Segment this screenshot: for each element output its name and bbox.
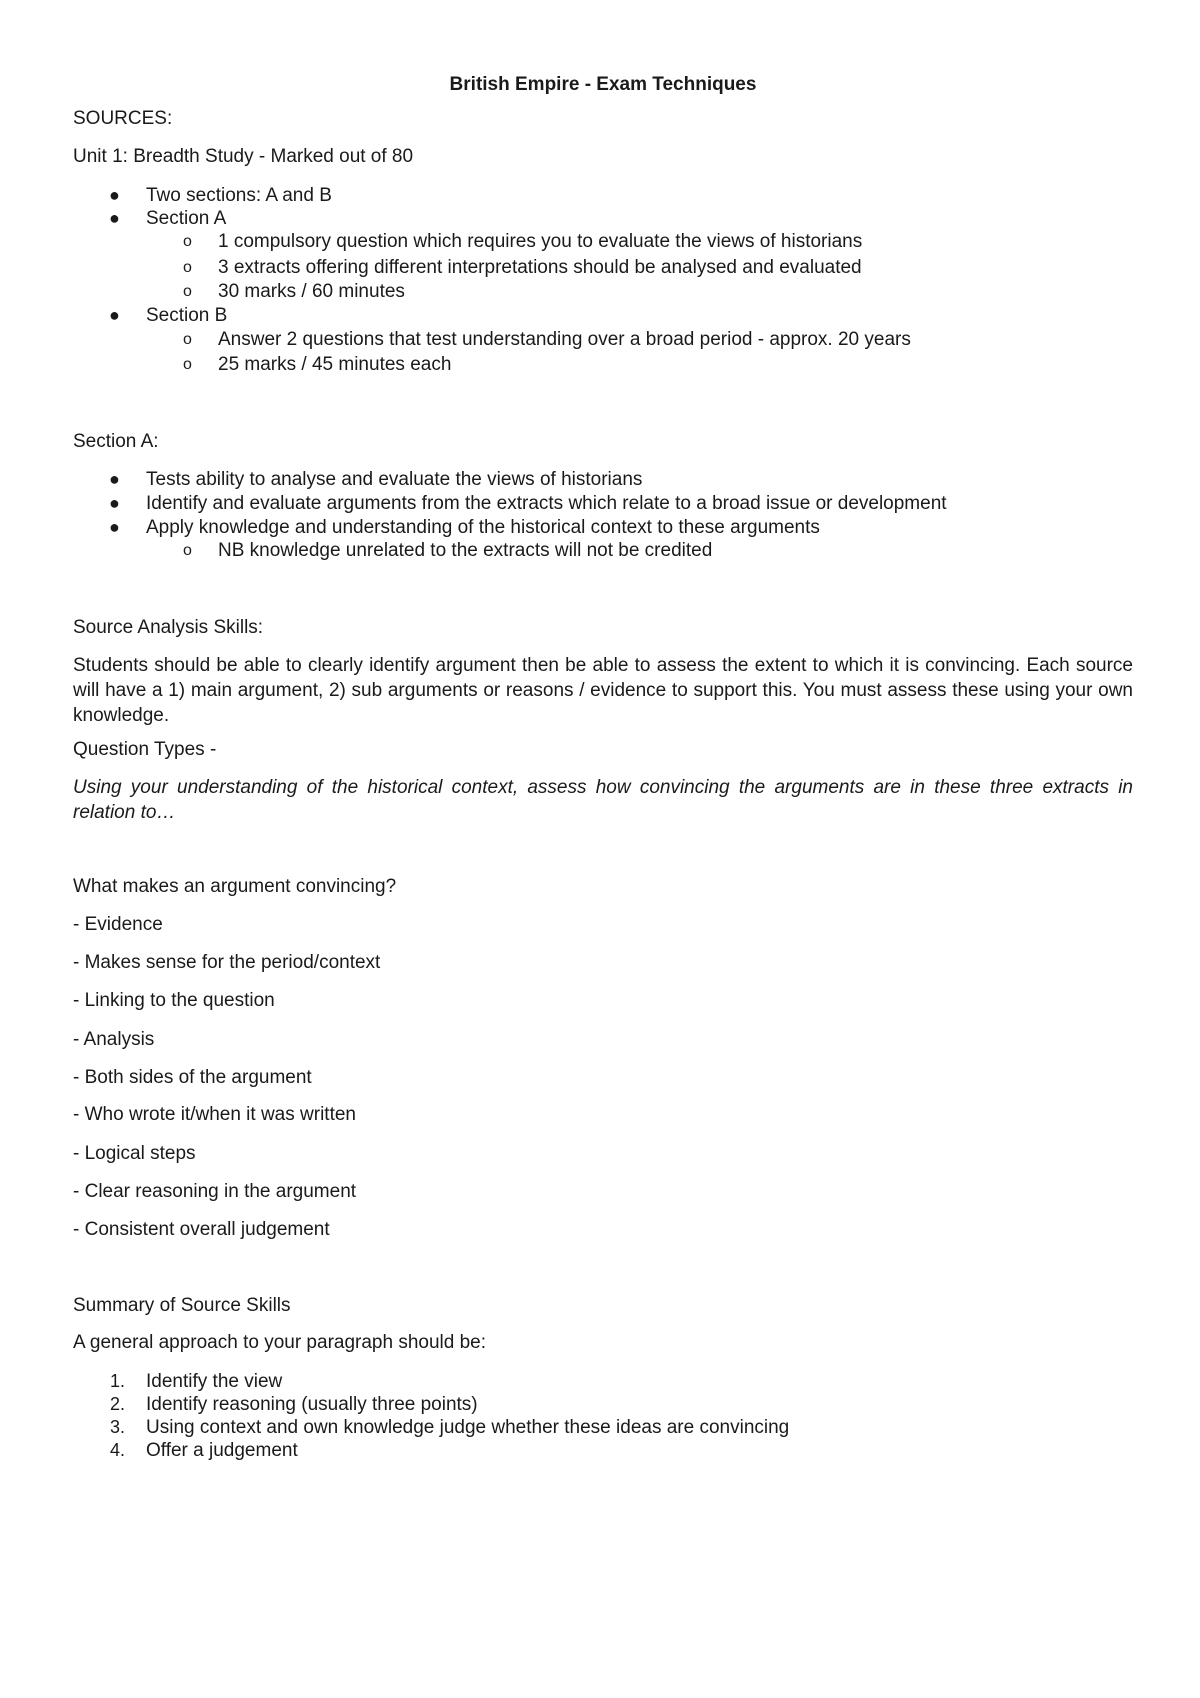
list-item: - Who wrote it/when it was written xyxy=(73,1104,356,1125)
list-item: - Linking to the question xyxy=(73,990,275,1011)
list-item: - Both sides of the argument xyxy=(73,1067,312,1088)
bullet-icon: ● xyxy=(109,493,120,513)
bullet-icon: ● xyxy=(109,305,120,325)
list-item: - Logical steps xyxy=(73,1143,196,1164)
sub-bullet-icon: o xyxy=(183,233,192,250)
sub-bullet-icon: o xyxy=(183,356,192,373)
list-item: - Analysis xyxy=(73,1029,155,1050)
bullet-icon: ● xyxy=(109,517,120,537)
summary-intro: A general approach to your paragraph should be: xyxy=(73,1332,487,1353)
bullet-icon: ● xyxy=(109,208,120,228)
unit-heading: Unit 1: Breadth Study - Marked out of 80 xyxy=(73,146,414,167)
question-types-paragraph: Using your understanding of the historical context, assess how convincing the arguments are in these three extracts in relation to… xyxy=(73,777,1133,823)
sources-heading: SOURCES: xyxy=(73,108,173,129)
sub-bullet-icon: o xyxy=(183,283,192,300)
list-item: - Makes sense for the period/context xyxy=(73,952,381,973)
convincing-heading: What makes an argument convincing? xyxy=(73,876,397,897)
bullet-icon: ● xyxy=(109,185,120,205)
document-title: British Empire - Exam Techniques xyxy=(449,74,757,95)
question-types-heading: Question Types - xyxy=(73,739,217,760)
list-item: - Clear reasoning in the argument xyxy=(73,1181,357,1202)
list-item: - Consistent overall judgement xyxy=(73,1219,330,1240)
summary-heading: Summary of Source Skills xyxy=(73,1295,291,1316)
sub-bullet-icon: o xyxy=(183,542,192,559)
sub-bullet-icon: o xyxy=(183,331,192,348)
section-a-heading: Section A: xyxy=(73,431,159,452)
source-skills-paragraph: Students should be able to clearly identify argument then be able to assess the extent to which it is convincing. Each source will have a 1) main argument, 2) sub arguments or reasons / evidence to support this. You must assess these using your own knowledge. xyxy=(73,655,1133,726)
sub-bullet-icon: o xyxy=(183,259,192,276)
source-skills-heading: Source Analysis Skills: xyxy=(73,617,264,638)
bullet-icon: ● xyxy=(109,469,120,489)
list-item: - Evidence xyxy=(73,914,163,935)
